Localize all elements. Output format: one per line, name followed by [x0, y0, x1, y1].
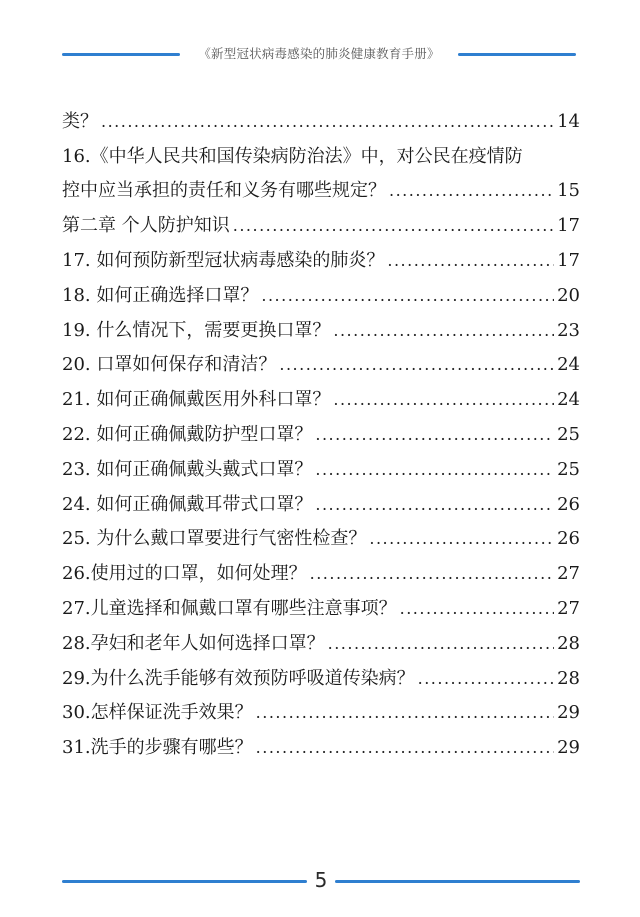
toc-entry-title: 26.使用过的口罩，如何处理？ — [62, 563, 307, 585]
page-footer — [0, 866, 640, 896]
toc-entry[interactable] — [62, 481, 580, 516]
toc-entry-title: 31.洗手的步骤有哪些？ — [62, 737, 253, 759]
toc-entry[interactable] — [62, 168, 580, 203]
dot-leader — [333, 320, 554, 342]
footer-rule-left — [62, 880, 307, 883]
toc-entry[interactable] — [62, 655, 580, 690]
toc-entry-title: 24. 如何正确佩戴耳带式口罩？ — [62, 493, 313, 515]
toc-entry-page: 28 — [557, 632, 580, 654]
header-rule-right — [458, 53, 576, 56]
toc-entry-title: 19. 什么情况下，需要更换口罩？ — [62, 319, 331, 341]
dot-leader — [315, 424, 554, 446]
toc-entry[interactable] — [62, 202, 580, 237]
dot-leader — [315, 459, 554, 481]
toc-entry[interactable] — [62, 516, 580, 551]
toc-entry-title: 控中应当承担的责任和义务有哪些规定？ — [62, 180, 386, 202]
toc-entry-page: 26 — [557, 493, 580, 515]
dot-leader — [256, 702, 554, 724]
toc-entry[interactable] — [62, 690, 580, 725]
toc-entry-page: 25 — [557, 423, 580, 445]
dot-leader — [328, 633, 554, 655]
toc-entry[interactable] — [62, 376, 580, 411]
dot-leader — [261, 285, 554, 307]
toc-entry-title: 17. 如何预防新型冠状病毒感染的肺炎？ — [62, 249, 385, 271]
dot-leader — [315, 494, 554, 516]
toc-entry-page: 25 — [557, 458, 580, 480]
dot-leader — [310, 563, 554, 585]
dot-leader — [418, 668, 554, 690]
toc-entry-page: 26 — [557, 528, 580, 550]
toc-entry-title: 第二章 个人防护知识 — [62, 215, 230, 237]
toc-entry[interactable] — [62, 98, 580, 133]
toc-entry[interactable] — [62, 724, 580, 759]
toc-entry-title: 22. 如何正确佩戴防护型口罩？ — [62, 423, 313, 445]
toc-entry[interactable] — [62, 411, 580, 446]
toc-entry-title: 27.儿童选择和佩戴口罩有哪些注意事项？ — [62, 597, 397, 619]
toc-entry-page: 27 — [557, 597, 580, 619]
page-number: 5 — [314, 868, 328, 892]
dot-leader — [233, 215, 554, 237]
toc-entry[interactable] — [62, 620, 580, 655]
toc-entry-title: 25. 为什么戴口罩要进行气密性检查？ — [62, 528, 367, 550]
toc-entry-title: 21. 如何正确佩戴医用外科口罩？ — [62, 389, 331, 411]
toc-entry-page: 20 — [557, 284, 580, 306]
toc-entry-title: 类？ — [62, 110, 98, 132]
toc-entry[interactable] — [62, 585, 580, 620]
toc-entry-page: 23 — [557, 319, 580, 341]
header-rule-left — [62, 53, 180, 56]
toc-entry[interactable] — [62, 446, 580, 481]
toc-entry-page: 24 — [557, 354, 580, 376]
toc-entry[interactable] — [62, 307, 580, 342]
toc-entry-title: 18. 如何正确选择口罩？ — [62, 284, 259, 306]
toc-entry-page: 28 — [557, 667, 580, 689]
dot-leader — [333, 389, 554, 411]
dot-leader — [389, 180, 554, 202]
toc-entry-page: 15 — [557, 180, 580, 202]
dot-leader — [101, 111, 554, 133]
toc-entry-page: 24 — [557, 389, 580, 411]
toc-entry-page: 14 — [557, 110, 580, 132]
toc-entry[interactable] — [62, 550, 580, 585]
toc-entry-title: 23. 如何正确佩戴头戴式口罩？ — [62, 458, 313, 480]
dot-leader — [279, 354, 554, 376]
toc-entry-title: 29.为什么洗手能够有效预防呼吸道传染病？ — [62, 667, 415, 689]
toc-entry-page: 29 — [557, 702, 580, 724]
toc-entry[interactable] — [62, 237, 580, 272]
book-title: 《新型冠状病毒感染的肺炎健康教育手册》 — [198, 46, 440, 61]
toc-entry-page: 17 — [557, 249, 580, 271]
toc-entry[interactable] — [62, 342, 580, 377]
toc-entry-title: 28.孕妇和老年人如何选择口罩？ — [62, 632, 325, 654]
toc-entry-title: 20. 口罩如何保存和清洁？ — [62, 354, 277, 376]
dot-leader — [256, 737, 554, 759]
toc-entry-page: 17 — [557, 215, 580, 237]
toc-entry-page: 29 — [557, 737, 580, 759]
toc-entry-title: 16.《中华人民共和国传染病防治法》中，对公民在疫情防 — [62, 145, 523, 167]
toc-entry-page: 27 — [557, 563, 580, 585]
dot-leader — [387, 250, 554, 272]
footer-rule-right — [335, 880, 580, 883]
dot-leader — [369, 528, 554, 550]
page-header — [0, 40, 640, 68]
toc-entry[interactable] — [62, 272, 580, 307]
table-of-contents — [62, 98, 580, 759]
toc-entry-title: 30.怎样保证洗手效果？ — [62, 702, 253, 724]
dot-leader — [400, 598, 554, 620]
toc-entry[interactable] — [62, 133, 580, 168]
